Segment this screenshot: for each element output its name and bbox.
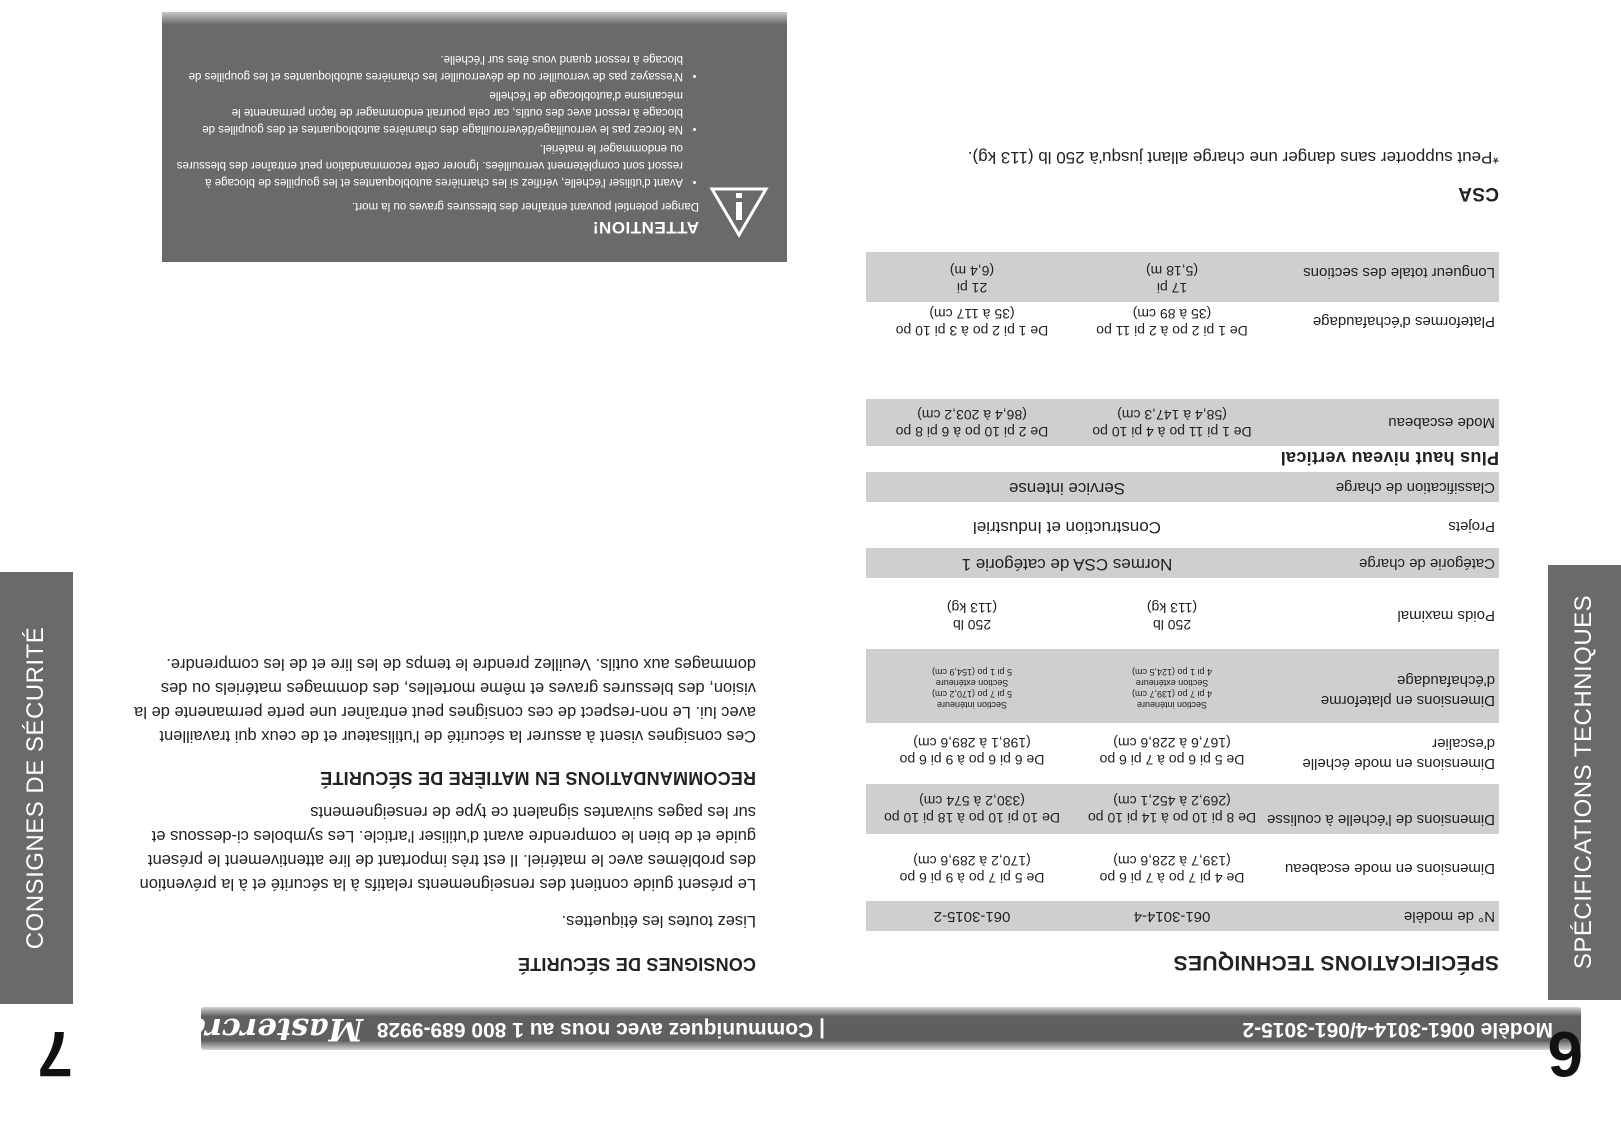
warning-list — [173, 48, 699, 190]
spec-value: (58,4 à 147,3 cm) — [1117, 407, 1227, 423]
spec-value: 17 pi — [1156, 280, 1188, 296]
spec-value: De 6 pi 6 po à 9 pi 6 po — [899, 752, 1045, 768]
spec-row — [866, 252, 1499, 302]
spec-value: 21 pi — [956, 280, 988, 296]
spec-value: Section intérieure — [936, 700, 1008, 710]
spec-row — [866, 472, 1499, 502]
spec-value: Construction et Industriel — [972, 518, 1162, 537]
footer-bar — [147, 1007, 1581, 1050]
spec-label: Catégorie de charge — [1359, 555, 1495, 572]
footer-contact: | Communiquez avec nous au 1 800 689-9928 — [376, 1018, 825, 1041]
spec-value: De 1 pi 2 po à 2 pi 11 po — [1096, 323, 1248, 339]
spec-row — [866, 548, 1499, 578]
spec-value: (5,18 m) — [1145, 263, 1199, 279]
spec-label: N° de modèle — [1403, 908, 1495, 925]
warning-item: • N'essayez pas de verrouiller ou de déverrouiller les charnières autobloquantes et les goupilles de blocage à ressort quand vous êtes sur l'échelle. — [173, 50, 683, 84]
spec-label: Dimensions de l'échelle à coulisse — [1267, 811, 1495, 828]
brand-logo: Mastercraft® — [147, 1011, 363, 1047]
spec-value: De 5 pi 6 po à 7 pi 6 po — [1099, 752, 1245, 768]
spec-value: (167,6 à 228,6 cm) — [1113, 735, 1231, 751]
spec-value: (269,2 à 452,1 cm) — [1113, 793, 1231, 809]
spec-label: Classification de charge — [1335, 479, 1495, 496]
spec-value: (198,1 à 289,6 cm) — [913, 735, 1031, 751]
spec-value: 250 lb — [952, 617, 992, 633]
spec-label: Longueur totale des sections — [1303, 264, 1495, 281]
intro-paragraph: Le présent guide contient des renseignements relatifs à la sécurité et à la prévention des problèmes avec le matériel. Il est très important de lire attentivement le présent guide et de bien le comprendre avant d'utiliser l'article. Les symboles ci-dessous et sur les pages suivantes signalent ce type de renseignements — [139, 803, 756, 893]
spec-value: Section extérieure — [1135, 678, 1209, 688]
spec-row — [866, 297, 1499, 347]
capacity-note: *Peut supporter sans danger une charge allant jusqu'à 250 lb (113 kg). — [967, 148, 1499, 167]
model-b: 061-3015-2 — [933, 908, 1011, 925]
spec-value: Normes CSA de catégorie 1 — [961, 555, 1173, 574]
warning-item: • Ne forcez pas le verrouillage/déverrouillage des charnières autobloquantes et des goupilles de blocage à ressort avec des outils, car cela pourrait endommager de façon permanente le mécanisme d'autoblocage de l'échelle — [173, 86, 683, 137]
spec-value: 4 pi 1 po (124,5 cm) — [1131, 667, 1213, 677]
recommendations-paragraph: Ces consignes visent à assurer la sécurité de l'utilisateur et de ceux qui travaillent avec lui. Le non-respect de ces consignes peut entraîner une perte permanente de la vision, des blessures graves et même mortelles, des dommages matériels ou des dommages aux outils. Veuillez prendre le temps de les lire et de les comprendre. — [134, 655, 756, 745]
spec-row — [866, 784, 1499, 834]
spec-row-model — [866, 901, 1499, 931]
spec-label: Mode escabeau — [1388, 414, 1495, 431]
spec-label: Dimensions en mode escabeau — [1284, 860, 1495, 877]
spec-value: 250 lb — [1152, 617, 1192, 633]
warning-item: • Avant d'utiliser l'échelle, vérifiez si les charnières autobloquantes et les goupilles de blocage à ressort sont complètement verrouillées. Ignorer cette recommandation peut entraîner des blessures ou endommager le matériel. — [173, 139, 683, 190]
spec-value: (86,4 à 203,2 cm) — [917, 407, 1027, 423]
spec-value: (330,2 à 574 cm) — [919, 793, 1025, 809]
spec-label: Dimensions en plateforme d'échafaudage — [1320, 672, 1495, 709]
spec-value: De 10 pi 10 po à 18 pi 10 po — [884, 810, 1060, 826]
spec-label: Projets — [1448, 518, 1495, 535]
spec-value: (113 kg) — [1146, 600, 1198, 616]
spec-row — [866, 593, 1499, 641]
warning-box — [162, 12, 787, 262]
csa-label: CSA — [1457, 183, 1499, 204]
spec-value: (6,4 m) — [949, 263, 995, 279]
spec-row — [866, 649, 1499, 723]
spec-value: (35 à 89 cm) — [1132, 306, 1212, 322]
spec-value: Section intérieure — [1136, 700, 1208, 710]
spec-row — [866, 728, 1499, 778]
warning-title: ATTENTION! — [592, 218, 699, 237]
spec-value: 5 pi 7 po (170,2 cm) — [931, 689, 1013, 699]
side-tab-safety — [0, 572, 73, 1004]
recommendations-heading: RECOMMANDATIONS EN MATIÈRE DE SÉCURITÉ — [320, 768, 756, 788]
spec-value: De 1 pi 2 po à 3 pi 10 po — [895, 323, 1049, 339]
page-number-left: 6 — [1547, 1018, 1583, 1090]
spec-value: De 4 pi 7 po à 7 pi 6 po — [1099, 870, 1245, 886]
spec-value: Section extérieure — [935, 678, 1009, 688]
spec-value: 4 pi 7 po (139,7 cm) — [1131, 689, 1213, 699]
warning-intro: Danger potentiel pouvant entraîner des blessures graves ou la mort. — [351, 200, 699, 212]
model-a: 061-3014-4 — [1133, 908, 1211, 925]
spec-value: De 8 pi 10 po à 14 pi 10 po — [1087, 810, 1257, 826]
spec-value: Service intense — [1008, 479, 1126, 498]
spec-value: (170,2 à 289,6 cm) — [913, 853, 1031, 869]
spec-label: Plateformes d'échafaudage — [1312, 313, 1495, 330]
spec-value: (139,7 à 228,6 cm) — [1113, 853, 1231, 869]
side-tab-specs — [1548, 565, 1621, 1000]
page-number-right: 7 — [37, 1018, 73, 1090]
spec-label: Dimensions en mode échelle d'escalier — [1302, 735, 1495, 772]
spec-value: De 5 pi 7 po à 9 pi 6 po — [899, 870, 1045, 886]
spec-row — [866, 511, 1499, 541]
side-tab-specs-label: SPÉCIFICATIONS TECHNIQUES — [1570, 595, 1598, 970]
specs-title: SPÉCIFICATIONS TECHNIQUES — [1173, 951, 1499, 974]
spec-value: (35 à 117 cm) — [929, 306, 1015, 322]
warning-triangle-icon — [709, 186, 769, 238]
spec-value: De 1 pi 11 po à 4 pi 10 po — [1092, 424, 1252, 440]
spec-row — [866, 848, 1499, 888]
footer-model: Modèle 0061-3014-4/061-3015-2 — [1242, 1018, 1553, 1041]
spec-value: De 2 pi 10 po à 6 pi 8 po — [895, 424, 1049, 440]
spec-value: 5 pi 1 po (154,9 cm) — [931, 667, 1013, 677]
spec-value: (113 kg) — [946, 600, 998, 616]
side-tab-safety-label: CONSIGNES DE SÉCURITÉ — [22, 626, 50, 950]
spec-label: Poids maximal — [1397, 607, 1495, 624]
spec-subheading: Plus haut niveau vertical — [1280, 448, 1499, 468]
spec-row — [866, 399, 1499, 446]
safety-heading: CONSIGNES DE SÉCURITÉ — [517, 954, 756, 974]
read-labels-text: Lisez toutes les étiquettes. — [561, 912, 756, 930]
